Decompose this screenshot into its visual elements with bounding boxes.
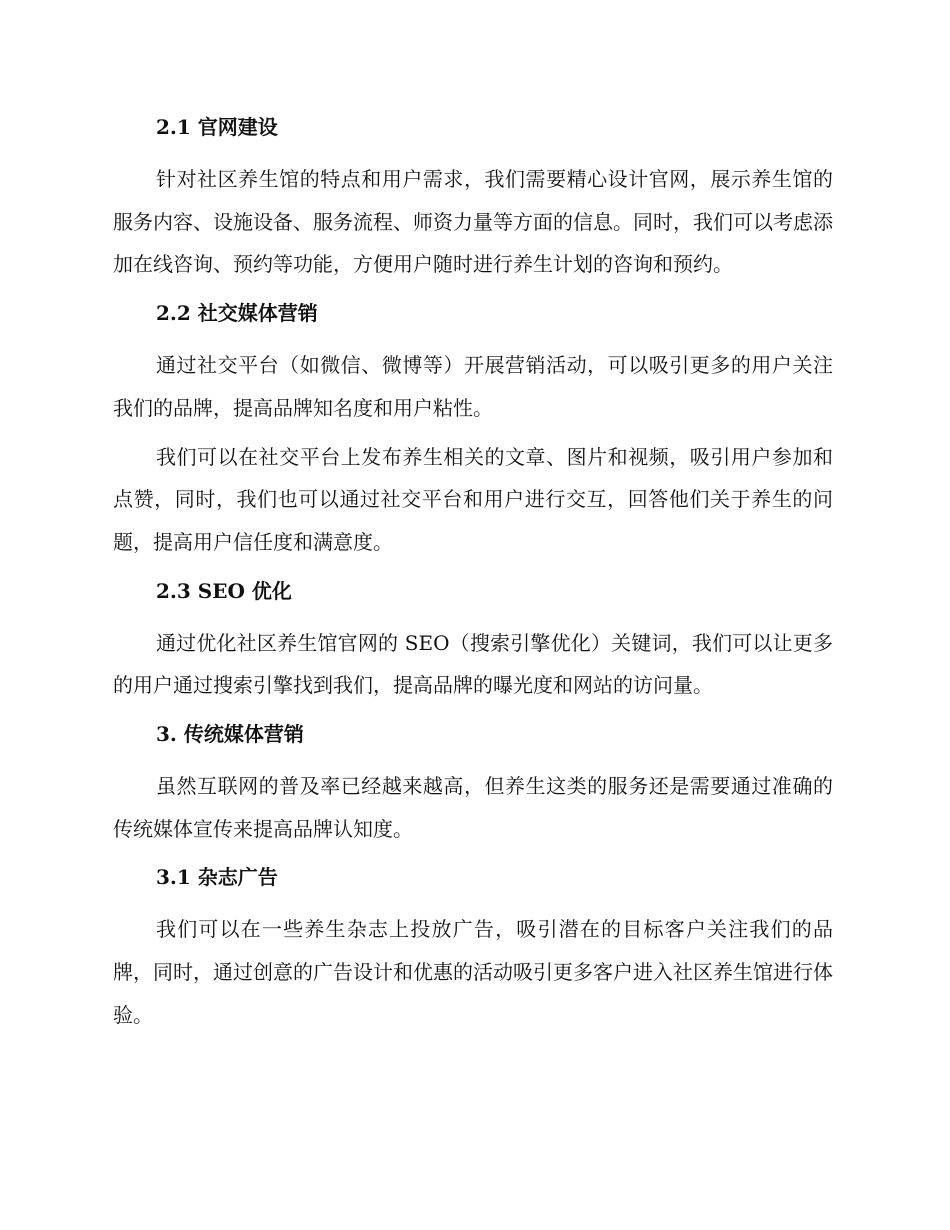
- paragraph: 针对社区养生馆的特点和用户需求，我们需要精心设计官网，展示养生馆的服务内容、设施设备、服务流程、师资力量等方面的信息。同时，我们可以考虑添加在线咨询、预约等功能，方便用户随时进行养生计划的咨询和预约。: [113, 167, 833, 277]
- section-heading: 2.3 SEO 优化: [156, 578, 292, 603]
- section-2-3: [113, 570, 833, 713]
- section-heading: 2.2 社交媒体营销: [156, 301, 318, 326]
- paragraph: 虽然互联网的普及率已经越来越高，但养生这类的服务还是需要通过准确的传统媒体宣传来提高品牌认知度。: [113, 774, 833, 841]
- paragraph: 我们可以在社交平台上发布养生相关的文章、图片和视频，吸引用户参加和点赞，同时，我们也可以通过社交平台和用户进行交互，回答他们关于养生的问题，提高用户信任度和满意度。: [113, 444, 833, 554]
- paragraph: 通过优化社区养生馆官网的 SEO（搜索引擎优化）关键词，我们可以让更多的用户通过搜索引擎找到我们，提高品牌的曝光度和网站的访问量。: [113, 630, 833, 698]
- document-body: [113, 106, 833, 1037]
- paragraph: 我们可以在一些养生杂志上投放广告，吸引潜在的目标客户关注我们的品牌，同时，通过创意的广告设计和优惠的活动吸引更多客户进入社区养生馆进行体验。: [113, 917, 833, 1027]
- section-heading: 3.1 杂志广告: [156, 865, 278, 890]
- paragraph: 通过社交平台（如微信、微博等）开展营销活动，可以吸引更多的用户关注我们的品牌，提高品牌知名度和用户粘性。: [113, 353, 833, 420]
- section-2-1: [113, 106, 833, 292]
- section-2-2: [113, 292, 833, 570]
- section-heading: 2.1 官网建设: [156, 115, 278, 139]
- section-heading: 3. 传统媒体营销: [156, 722, 304, 747]
- section-3: [113, 713, 833, 856]
- section-3-1: [113, 856, 833, 1036]
